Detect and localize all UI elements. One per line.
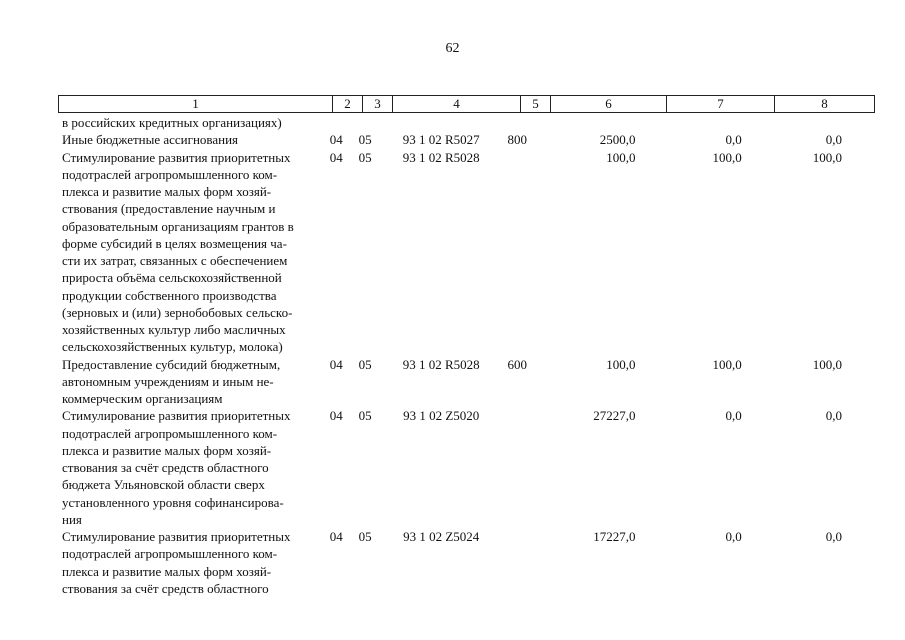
target-article-code: 93 1 02 Z5024 [403,529,480,544]
description-line: Стимулирование развития приоритетных [62,149,291,165]
description-line: Стимулирование развития приоритетных [62,408,291,424]
section-code: 04 [329,529,343,544]
target-article-code: 93 1 02 R5028 [402,149,480,165]
amount-col-7: 0,0 [725,132,742,148]
description-line: ствования за счёт средств областного [62,460,269,475]
amount-col-6: 100,0 [606,149,636,165]
table-row [62,149,842,356]
page-number: 62 [445,41,460,56]
amount-col-6: 100,0 [606,356,636,372]
subsection-code: 05 [358,529,372,544]
header-col-8: 8 [821,96,828,111]
section-code: 04 [329,356,343,372]
description-line: образовательным организациям грантов в [62,218,294,234]
description-line: плекса и развитие малых форм хозяй- [62,184,272,199]
table-body [62,114,842,597]
description-line: плекса и развитие малых форм хозяй- [62,563,272,579]
section-code: 04 [329,408,343,424]
amount-col-8: 0,0 [825,529,843,544]
amount-col-8: 0,0 [825,132,843,148]
description-line: бюджета Ульяновской области сверх [62,477,265,493]
target-article-code: 93 1 02 Z5020 [403,408,480,424]
row-description [62,149,322,356]
row-description [62,131,322,148]
description-line: автономным учреждениям и иным не- [62,373,274,389]
description-line: продукции собственного производства [62,287,277,303]
amount-col-7: 100,0 [712,356,742,372]
amount-col-6: 27227,0 [593,408,636,424]
subsection-code: 05 [358,149,372,165]
table-row [62,528,842,597]
amount-col-7: 100,0 [712,149,742,165]
description-line: подотраслей агропромышленного ком- [62,166,278,182]
table-row [62,356,842,408]
amount-col-6: 2500,0 [599,132,636,148]
amount-col-6: 17227,0 [593,529,636,544]
row-description [62,407,322,528]
header-col-7: 7 [667,96,775,112]
header-col-6: 6 [551,96,667,112]
description-line: ствования за счёт средств областного [62,580,269,596]
amount-col-8: 0,0 [825,408,843,424]
table-row [62,114,842,131]
subsection-code: 05 [358,408,372,424]
expense-type-code: 600 [507,356,527,372]
subsection-code: 05 [358,132,372,148]
subsection-code: 05 [358,356,372,372]
description-line: Стимулирование развития приоритетных [62,529,291,544]
row-description [62,114,322,131]
table-row [62,407,842,528]
description-line: коммерческим организациям [62,391,223,406]
header-col-1: 1 [59,96,333,112]
section-code: 04 [329,149,343,165]
header-col-5: 5 [521,96,551,112]
amount-col-8: 100,0 [812,356,843,372]
expense-type-code: 800 [507,132,527,148]
description-line: подотраслей агропромышленного ком- [62,425,278,441]
description-line: сельскохозяйственных культур, молока) [62,339,283,355]
description-line: подотраслей агропромышленного ком- [62,546,278,562]
section-code: 04 [329,132,343,148]
description-line: плекса и развитие малых форм хозяй- [62,442,272,458]
description-line: ствования (предоставление научным и [62,201,276,217]
row-description [62,528,322,597]
amount-col-8: 100,0 [812,149,843,165]
description-line: Предоставление субсидий бюджетным, [62,356,281,372]
description-line: хозяйственных культур либо масличных [62,322,286,337]
description-line: установленного уровня софинансирова- [62,494,284,510]
description-line: Иные бюджетные ассигнования [62,132,239,148]
row-description [62,356,322,408]
description-line: сти их затрат, связанных с обеспечением [62,253,288,268]
header-col-4: 4 [393,96,521,112]
description-line: ния [62,511,82,527]
description-line: в российских кредитных организациях) [62,115,282,130]
target-article-code: 93 1 02 R5028 [402,356,480,372]
table-row [62,131,842,148]
description-line: (зерновых и (или) зернобобовых сельско- [62,304,293,320]
header-col-2: 2 [333,96,363,112]
amount-col-7: 0,0 [725,529,742,544]
target-article-code: 93 1 02 R5027 [402,132,480,148]
header-col-3: 3 [363,96,393,112]
amount-col-7: 0,0 [725,408,742,424]
description-line: форме субсидий в целях возмещения ча- [62,235,287,251]
table-header [58,95,875,113]
description-line: прироста объёма сельскохозяйственной [62,270,282,286]
